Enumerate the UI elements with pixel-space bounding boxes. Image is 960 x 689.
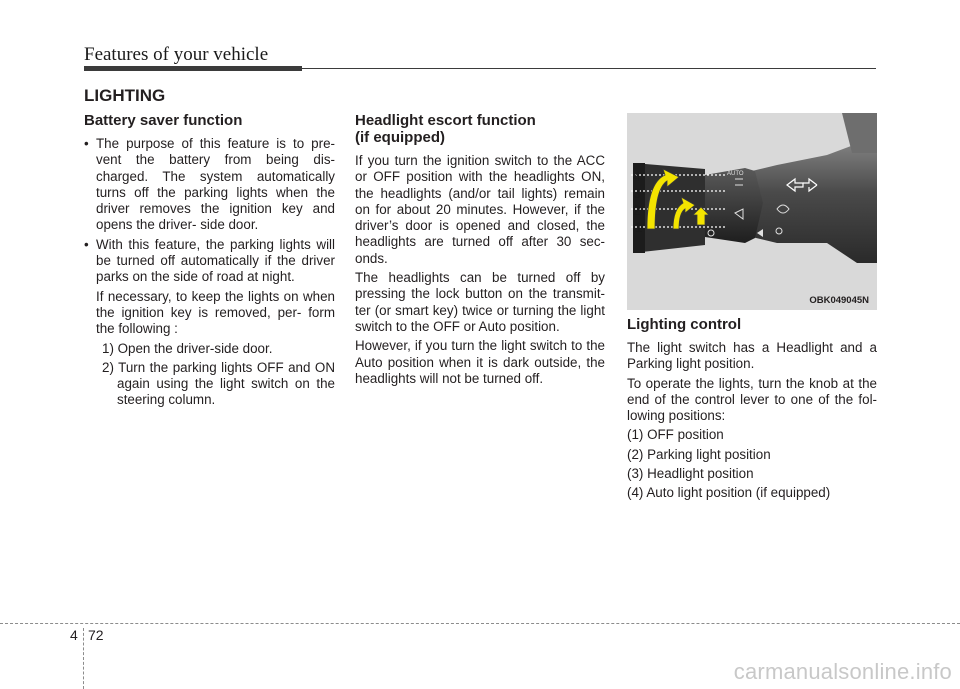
section-title: LIGHTING (84, 86, 166, 105)
battery-saver-step-1: 1) Open the driver-side door. (102, 340, 273, 356)
header-rule-line (302, 68, 876, 69)
lighting-control-paragraph-2: To operate the lights, turn the knob at the end of the control lever to one of the fol- lowing positions: (627, 375, 877, 424)
auto-label: AUTO (727, 171, 744, 177)
lighting-control-item-4: (4) Auto light position (if equipped) (627, 485, 831, 501)
position-number-3: 3 (633, 185, 641, 201)
watermark: carmanualsonline.info (733, 659, 952, 684)
battery-saver-bullet-2: • With this feature, the parking lights will be turned off automatically if the driver parks on the side of road at night. (84, 237, 335, 286)
lighting-control-item-3: (3) Headlight position (627, 466, 754, 482)
escort-paragraph-3: However, if you turn the light switch to the Auto position when it is dark outside, the headlights will not be turned off. (355, 338, 605, 386)
escort-heading-line1: Headlight escort function (355, 112, 536, 129)
header-rule (84, 66, 302, 71)
lighting-control-heading: Lighting control (627, 316, 742, 333)
light-switch-illustration (627, 113, 877, 310)
escort-section (355, 112, 605, 390)
position-number-2: 2 (633, 202, 641, 218)
battery-saver-note: If necessary, to keep the lights on when the ignition key is removed, per- form the following : (96, 288, 335, 337)
battery-saver-section (84, 112, 335, 412)
lighting-control-item-1: (1) OFF position (627, 427, 724, 443)
light-switch-figure (627, 113, 877, 310)
chapter-number: 4 (70, 627, 78, 643)
lighting-control-section (627, 316, 877, 505)
position-number-1: 1 (635, 219, 643, 235)
footer-rule (0, 623, 960, 624)
header-title: Features of your vehicle (84, 44, 269, 65)
page-number: 72 (88, 627, 104, 643)
position-number-4: 4 (633, 168, 641, 184)
escort-paragraph-2: The headlights can be turned off by pressing the lock button on the transmit- ter (or smart key) twice or turning the light switch to the OFF or Auto position. (355, 270, 605, 334)
battery-saver-heading: Battery saver function (84, 112, 243, 129)
figure-caption: OBK049045N (809, 295, 869, 306)
battery-saver-bullet-1: • The purpose of this feature is to pre- vent the battery from being dis- charged. The system automatically turns off the parking lights when the driver removes the ignition key and opens the driver- side door. (84, 136, 335, 234)
escort-paragraph-1: If you turn the ignition switch to the ACC or OFF position with the headlights ON, the headlights (and/or tail lights) remain on for about 20 minutes. However, if the driver’s door is opened and closed, the headlights are turned off after 30 sec- onds. (355, 153, 605, 266)
lighting-control-paragraph-1: The light switch has a Headlight and a Parking light position. (627, 340, 877, 372)
footer-divider (83, 628, 84, 689)
battery-saver-step-2: 2) Turn the parking lights OFF and ON again using the light switch on the steering column. (102, 359, 335, 408)
lighting-control-item-2: (2) Parking light position (627, 446, 771, 462)
escort-heading-line2: (if equipped) (355, 129, 445, 146)
escort-heading (355, 112, 605, 146)
